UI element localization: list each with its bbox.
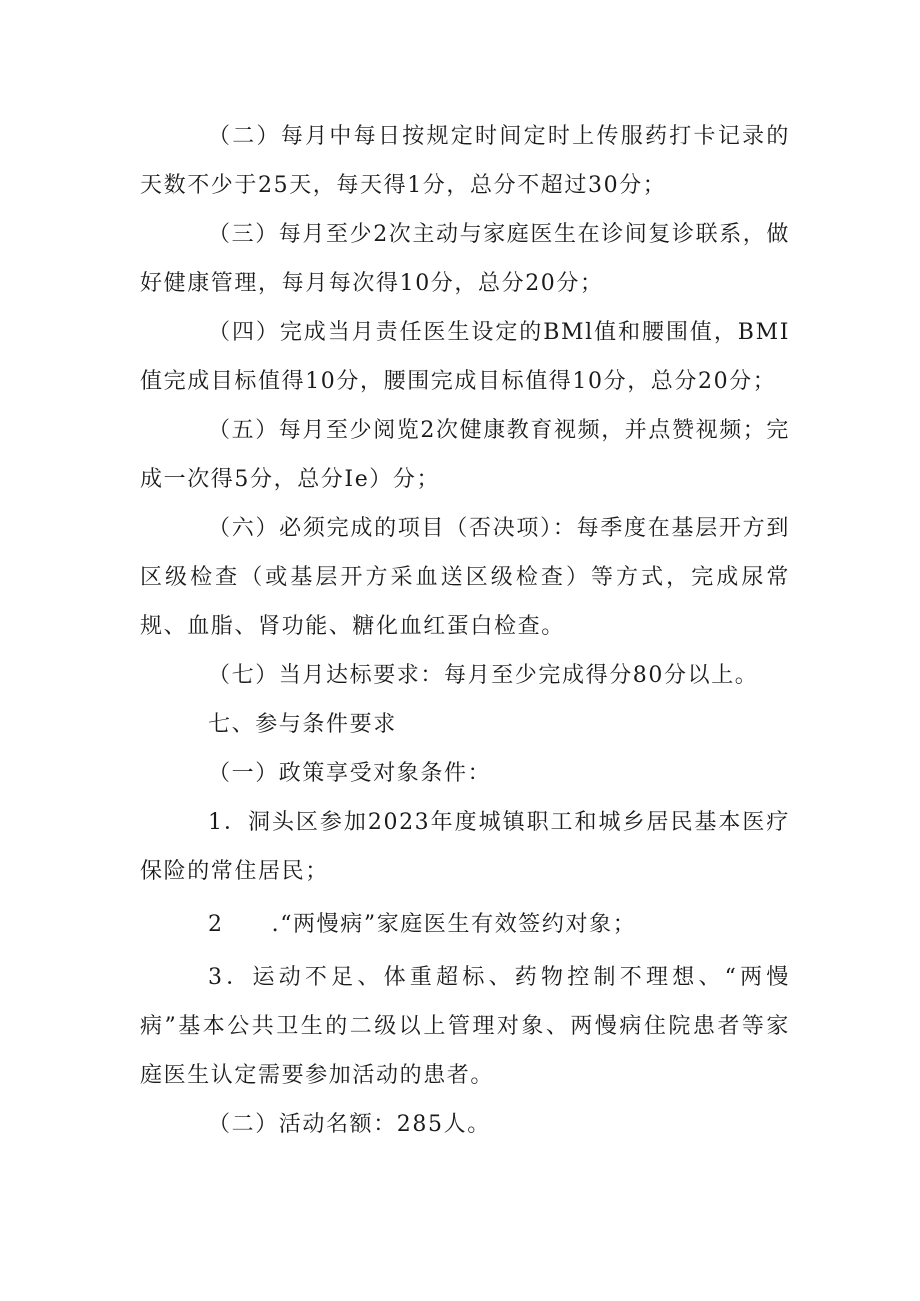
list-item-2 (140, 900, 790, 949)
list-item-3: 3．运动不足、体重超标、药物控制不理想、“两慢病”基本公共卫生的二级以上管理对象、两慢病住院患者等家庭医生认定需要参加活动的患者。 (140, 965, 790, 1088)
list-item-2-number: 2 (208, 912, 224, 937)
paragraph-item-4: （四）完成当月责任医生设定的BMl值和腰围值，BMI值完成目标值得10分，腰围完成目标值得10分，总分20分； (140, 320, 790, 394)
section-heading-participation: 七、参与条件要求 (208, 712, 397, 737)
paragraph-item-3: （三）每月至少2次主动与家庭医生在诊间复诊联系，做好健康管理，每月每次得10分，总分20分； (140, 222, 790, 296)
list-item-2-text: .“两慢病”家庭医生有效签约对象； (271, 912, 637, 937)
document-body (140, 112, 790, 1149)
paragraph-item-5: （五）每月至少阅览2次健康教育视频，并点赞视频；完成一次得5分，总分Ie）分； (140, 418, 790, 492)
paragraph-item-2: （二）每月中每日按规定时间定时上传服药打卡记录的天数不少于25天，每天得1分，总分不超过30分； (140, 124, 790, 198)
subsection-heading-eligibility: （一）政策享受对象条件： (208, 761, 492, 786)
paragraph-item-6: （六）必须完成的项目（否决项）：每季度在基层开方到区级检查（或基层开方采血送区级检查）等方式，完成尿常规、血脂、肾功能、糖化血红蛋白检查。 (140, 516, 790, 639)
paragraph-quota: （二）活动名额：285人。 (208, 1112, 491, 1137)
list-item-1: 1．洞头区参加2023年度城镇职工和城乡居民基本医疗保险的常住居民； (140, 810, 790, 884)
paragraph-item-7: （七）当月达标要求：每月至少完成得分80分以上。 (208, 663, 759, 688)
